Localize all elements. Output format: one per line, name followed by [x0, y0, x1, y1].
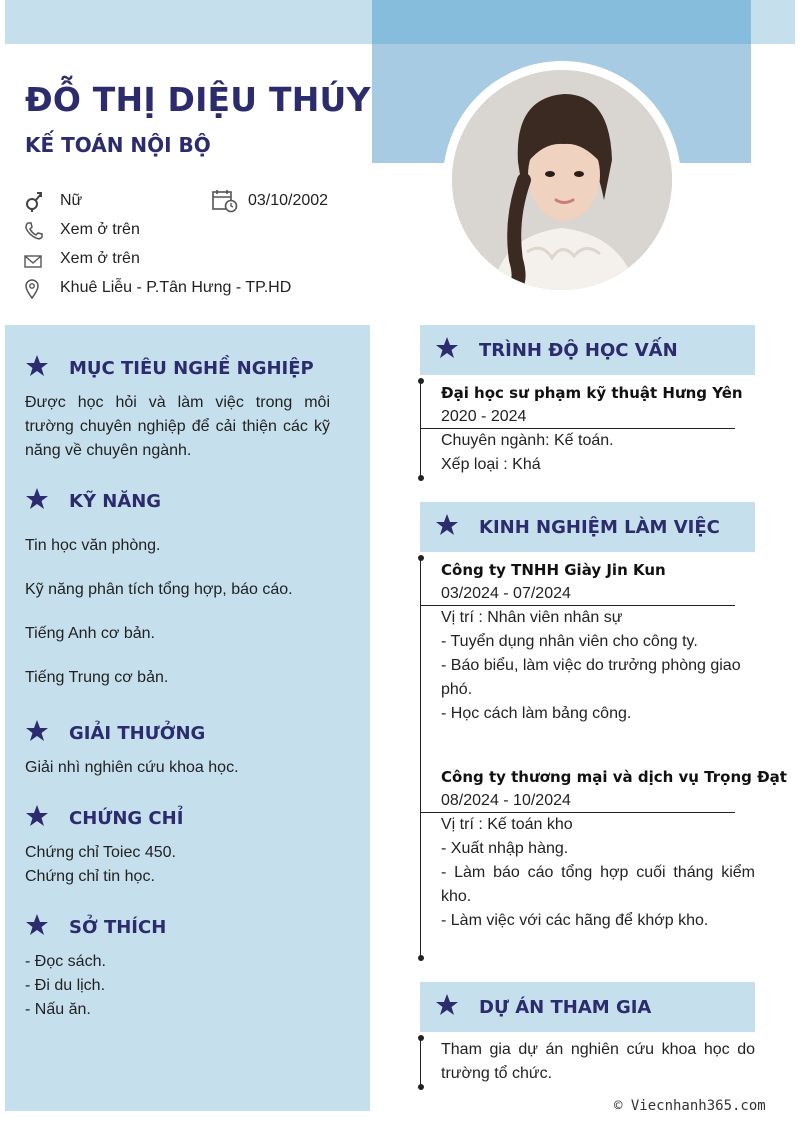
- portrait-image: [452, 70, 672, 290]
- timeline-dot: [418, 475, 424, 481]
- education-period: 2020 - 2024: [441, 408, 527, 425]
- star-icon: [435, 336, 459, 360]
- email-icon: [24, 251, 44, 273]
- experience-timeline: [420, 558, 421, 958]
- timeline-dot: [418, 555, 424, 561]
- job-period: 03/2024 - 07/2024: [441, 585, 571, 602]
- profile-photo: [452, 70, 672, 290]
- star-icon: [435, 513, 459, 537]
- company-name: Công ty thương mại và dịch vụ Trọng Đạt: [441, 768, 787, 786]
- projects-timeline: [420, 1038, 421, 1087]
- award-item: Giải nhì nghiên cứu khoa học.: [25, 759, 239, 776]
- star-icon: [25, 913, 49, 937]
- gender-value: Nữ: [60, 192, 83, 209]
- job-title: KẾ TOÁN NỘI BỘ: [25, 133, 211, 157]
- objective-title: MỤC TIÊU NGHỀ NGHIỆP: [69, 358, 314, 379]
- star-icon: [25, 487, 49, 511]
- certificate-item: Chứng chỉ tin học.: [25, 868, 155, 885]
- calendar-icon: [212, 189, 238, 213]
- hobby-item: - Nấu ăn.: [25, 1001, 91, 1018]
- skill-item: Tiếng Trung cơ bản.: [25, 669, 169, 686]
- location-icon: [24, 278, 44, 300]
- projects-text: Tham gia dự án nghiên cứu khoa học do trường tổ chức.: [441, 1041, 755, 1082]
- timeline-dot: [418, 1084, 424, 1090]
- hobbies-title: SỞ THÍCH: [69, 917, 167, 938]
- education-title: TRÌNH ĐỘ HỌC VẤN: [479, 340, 678, 361]
- skill-item: Tin học văn phòng.: [25, 537, 161, 554]
- birthdate-value: 03/10/2002: [248, 192, 329, 209]
- education-timeline: [420, 381, 421, 478]
- awards-title: GIẢI THƯỞNG: [69, 723, 206, 744]
- candidate-name: ĐỖ THỊ DIỆU THÚY: [25, 80, 371, 119]
- job-detail: - Xuất nhập hàng.: [441, 840, 569, 857]
- gender-icon: [24, 190, 44, 212]
- education-detail: Xếp loại : Khá: [441, 456, 541, 473]
- certificates-title: CHỨNG CHỈ: [69, 808, 184, 829]
- job-detail: Vị trí : Nhân viên nhân sự: [441, 609, 623, 626]
- job-period: 08/2024 - 10/2024: [441, 792, 571, 809]
- header-block-top: [372, 0, 751, 44]
- phone-value: Xem ở trên: [60, 221, 140, 238]
- address-value: Khuê Liễu - P.Tân Hưng - TP.HD: [60, 279, 292, 296]
- experience-title: KINH NGHIỆM LÀM VIỆC: [479, 517, 720, 538]
- star-icon: [25, 719, 49, 743]
- hobby-item: - Đi du lịch.: [25, 977, 106, 994]
- company-name: Công ty TNHH Giày Jin Kun: [441, 561, 666, 579]
- timeline-dot: [418, 378, 424, 384]
- skills-title: KỸ NĂNG: [69, 491, 162, 512]
- footer-credit: © Viecnhanh365.com: [614, 1098, 766, 1114]
- skill-item: Kỹ năng phân tích tổng hợp, báo cáo.: [25, 581, 293, 598]
- job-detail: - Làm việc với các hãng để khớp kho.: [441, 912, 709, 929]
- timeline-dot: [418, 955, 424, 961]
- job-detail: - Tuyển dụng nhân viên cho công ty.: [441, 633, 698, 650]
- school-name: Đại học sư phạm kỹ thuật Hưng Yên: [441, 384, 743, 402]
- certificate-item: Chứng chỉ Toiec 450.: [25, 844, 176, 861]
- email-value: Xem ở trên: [60, 250, 140, 267]
- projects-title: DỰ ÁN THAM GIA: [479, 997, 652, 1018]
- star-icon: [25, 804, 49, 828]
- timeline-dot: [418, 1035, 424, 1041]
- job-detail: - Học cách làm bảng công.: [441, 705, 632, 722]
- star-icon: [435, 993, 459, 1017]
- education-detail: Chuyên ngành: Kế toán.: [441, 432, 614, 449]
- phone-icon: [24, 220, 44, 242]
- job-detail: Vị trí : Kế toán kho: [441, 816, 573, 833]
- star-icon: [25, 354, 49, 378]
- job-detail: - Báo biểu, làm việc do trưởng phòng giao phó.: [441, 657, 741, 698]
- hobby-item: - Đọc sách.: [25, 953, 106, 970]
- skill-item: Tiếng Anh cơ bản.: [25, 625, 155, 642]
- objective-text: Được học hỏi và làm việc trong môi trường chuyên nghiệp để cải thiện các kỹ năng về chuyên ngành.: [25, 394, 330, 459]
- job-detail: - Làm báo cáo tổng hợp cuối tháng kiểm kho.: [441, 864, 755, 905]
